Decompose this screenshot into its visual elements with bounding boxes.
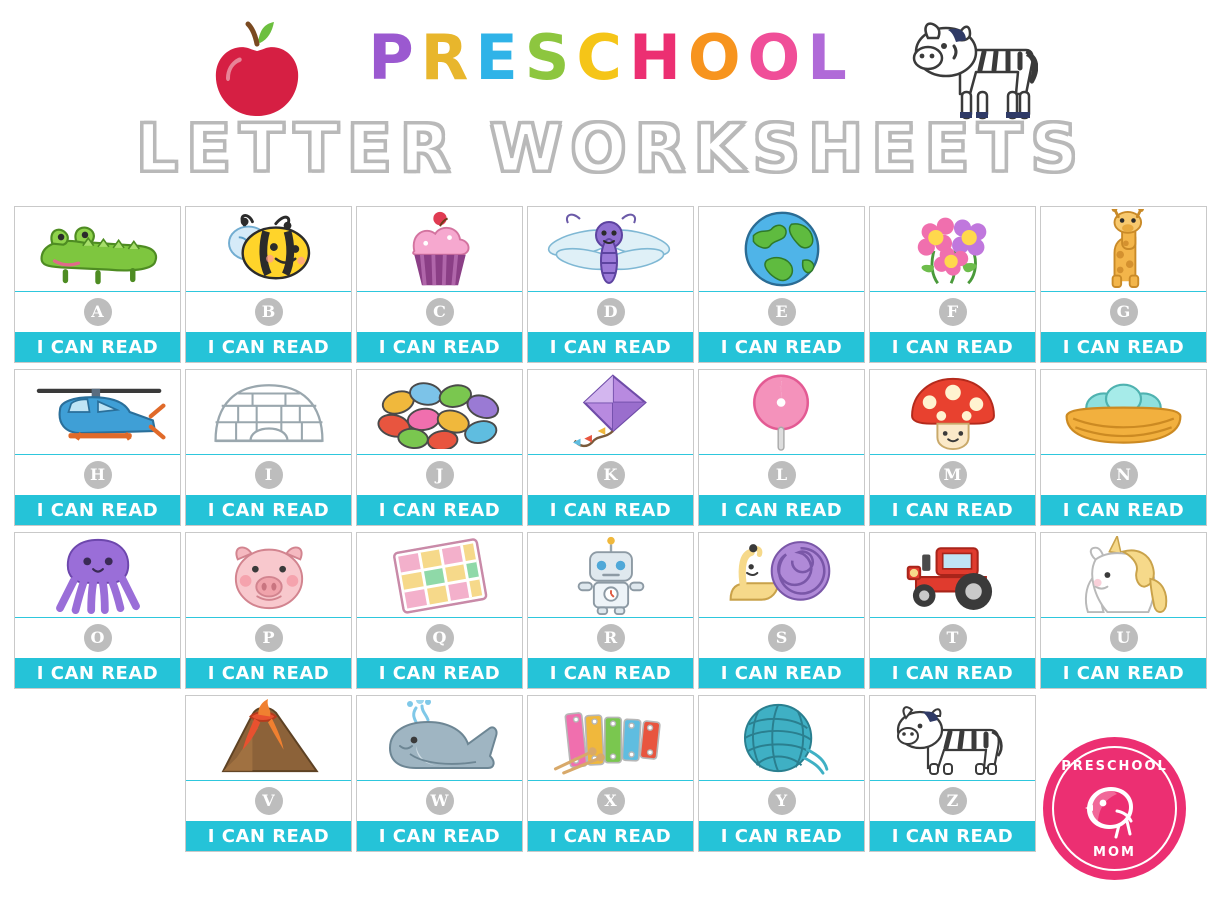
worksheet-card-h[interactable]	[14, 369, 181, 526]
letter-badge: I	[255, 461, 283, 489]
worksheet-card-r[interactable]	[527, 532, 694, 689]
worksheet-row	[14, 369, 1210, 526]
worksheet-card-s[interactable]	[698, 532, 865, 689]
worksheet-card-a[interactable]	[14, 206, 181, 363]
badge-top-text: PRESCHOOL	[1061, 759, 1168, 774]
tractor-icon	[870, 533, 1035, 618]
bird-icon	[1081, 781, 1149, 841]
i-can-read-banner: I CAN READ	[1041, 658, 1206, 688]
worksheet-card-j[interactable]	[356, 369, 523, 526]
letter-row	[186, 292, 351, 332]
letter-row	[186, 455, 351, 495]
page-header	[0, 0, 1222, 196]
worksheet-card-z[interactable]	[869, 695, 1036, 852]
worksheet-card-v[interactable]	[185, 695, 352, 852]
earth-icon	[699, 207, 864, 292]
worksheet-card-w[interactable]	[356, 695, 523, 852]
letter-row	[186, 618, 351, 658]
letter-row	[528, 455, 693, 495]
worksheet-card-x[interactable]	[527, 695, 694, 852]
cupcake-icon	[357, 207, 522, 292]
worksheet-grid	[14, 206, 1210, 858]
letter-badge: V	[255, 787, 283, 815]
i-can-read-banner: I CAN READ	[357, 658, 522, 688]
letter-row	[1041, 455, 1206, 495]
letter-row	[1041, 618, 1206, 658]
letter-row	[870, 455, 1035, 495]
i-can-read-banner: I CAN READ	[357, 495, 522, 525]
letter-row	[357, 618, 522, 658]
letter-badge: K	[597, 461, 625, 489]
letter-row	[870, 292, 1035, 332]
i-can-read-banner: I CAN READ	[870, 495, 1035, 525]
mushroom-icon	[870, 370, 1035, 455]
i-can-read-banner: I CAN READ	[186, 658, 351, 688]
letter-row	[528, 781, 693, 821]
igloo-icon	[186, 370, 351, 455]
worksheet-card-d[interactable]	[527, 206, 694, 363]
i-can-read-banner: I CAN READ	[357, 821, 522, 851]
worksheet-card-n[interactable]	[1040, 369, 1207, 526]
i-can-read-banner: I CAN READ	[699, 658, 864, 688]
giraffe-icon	[1041, 207, 1206, 292]
title-letter-6: O	[687, 21, 748, 94]
letter-badge: E	[768, 298, 796, 326]
helicopter-icon	[15, 370, 180, 455]
letter-badge: C	[426, 298, 454, 326]
worksheet-card-u[interactable]	[1040, 532, 1207, 689]
i-can-read-banner: I CAN READ	[699, 495, 864, 525]
i-can-read-banner: I CAN READ	[528, 332, 693, 362]
letter-badge: S	[768, 624, 796, 652]
i-can-read-banner: I CAN READ	[528, 821, 693, 851]
xylophone-icon	[528, 696, 693, 781]
letter-badge: A	[84, 298, 112, 326]
letter-row	[15, 292, 180, 332]
letter-badge: Y	[768, 787, 796, 815]
i-can-read-banner: I CAN READ	[1041, 332, 1206, 362]
letter-row	[15, 455, 180, 495]
letter-row	[699, 292, 864, 332]
quilt-icon	[357, 533, 522, 618]
worksheet-card-i[interactable]	[185, 369, 352, 526]
worksheet-card-e[interactable]	[698, 206, 865, 363]
letter-badge: G	[1110, 298, 1138, 326]
i-can-read-banner: I CAN READ	[870, 658, 1035, 688]
i-can-read-banner: I CAN READ	[699, 821, 864, 851]
letter-badge: L	[768, 461, 796, 489]
i-can-read-banner: I CAN READ	[186, 332, 351, 362]
i-can-read-banner: I CAN READ	[186, 821, 351, 851]
letter-badge: Z	[939, 787, 967, 815]
flowers-icon	[870, 207, 1035, 292]
bee-icon	[186, 207, 351, 292]
letter-badge: T	[939, 624, 967, 652]
worksheet-card-m[interactable]	[869, 369, 1036, 526]
preschool-mom-logo[interactable]	[1043, 737, 1186, 880]
title-letter-0: P	[368, 21, 421, 94]
letter-badge: H	[84, 461, 112, 489]
i-can-read-banner: I CAN READ	[15, 332, 180, 362]
i-can-read-banner: I CAN READ	[1041, 495, 1206, 525]
page-title-primary	[0, 22, 1222, 94]
letter-badge: W	[426, 787, 454, 815]
letter-badge: P	[255, 624, 283, 652]
i-can-read-banner: I CAN READ	[15, 658, 180, 688]
letter-row	[528, 618, 693, 658]
worksheet-card-f[interactable]	[869, 206, 1036, 363]
i-can-read-banner: I CAN READ	[528, 495, 693, 525]
worksheet-card-c[interactable]	[356, 206, 523, 363]
letter-row	[870, 781, 1035, 821]
worksheet-card-o[interactable]	[14, 532, 181, 689]
dragonfly-icon	[528, 207, 693, 292]
letter-badge: R	[597, 624, 625, 652]
i-can-read-banner: I CAN READ	[186, 495, 351, 525]
page-title-secondary: LETTER WORKSHEETS	[136, 110, 1086, 187]
letter-row	[1041, 292, 1206, 332]
letter-badge: D	[597, 298, 625, 326]
worksheet-row	[14, 206, 1210, 363]
letter-badge: J	[426, 461, 454, 489]
letter-badge: O	[84, 624, 112, 652]
letter-row	[870, 618, 1035, 658]
letter-row	[699, 455, 864, 495]
letter-row	[528, 292, 693, 332]
letter-row	[357, 455, 522, 495]
title-letter-5: H	[628, 21, 688, 94]
whale-icon	[357, 696, 522, 781]
letter-badge: U	[1110, 624, 1138, 652]
nest-icon	[1041, 370, 1206, 455]
octopus-icon	[15, 533, 180, 618]
volcano-icon	[186, 696, 351, 781]
letter-badge: N	[1110, 461, 1138, 489]
robot-icon	[528, 533, 693, 618]
title-letter-2: E	[475, 21, 525, 94]
grid-spacer	[14, 695, 181, 852]
letter-row	[357, 292, 522, 332]
lollipop-icon	[699, 370, 864, 455]
worksheet-card-l[interactable]	[698, 369, 865, 526]
badge-bottom-text: MOM	[1093, 845, 1136, 860]
title-letter-7: O	[747, 21, 808, 94]
alligator-icon	[15, 207, 180, 292]
letter-badge: Q	[426, 624, 454, 652]
jellybeans-icon	[357, 370, 522, 455]
pig-icon	[186, 533, 351, 618]
zebra-icon	[870, 696, 1035, 781]
worksheet-row	[14, 532, 1210, 689]
title-letter-8: L	[807, 21, 854, 94]
yarn-icon	[699, 696, 864, 781]
letter-badge: B	[255, 298, 283, 326]
worksheet-card-t[interactable]	[869, 532, 1036, 689]
worksheet-card-k[interactable]	[527, 369, 694, 526]
i-can-read-banner: I CAN READ	[870, 332, 1035, 362]
letter-row	[15, 618, 180, 658]
worksheet-card-b[interactable]	[185, 206, 352, 363]
worksheet-card-p[interactable]	[185, 532, 352, 689]
i-can-read-banner: I CAN READ	[357, 332, 522, 362]
title-letter-1: R	[420, 21, 476, 94]
letter-badge: X	[597, 787, 625, 815]
letter-badge: F	[939, 298, 967, 326]
worksheet-row	[14, 695, 1210, 852]
worksheet-card-q[interactable]	[356, 532, 523, 689]
letter-row	[357, 781, 522, 821]
worksheet-card-y[interactable]	[698, 695, 865, 852]
title-letter-4: C	[576, 21, 629, 94]
i-can-read-banner: I CAN READ	[870, 821, 1035, 851]
i-can-read-banner: I CAN READ	[528, 658, 693, 688]
i-can-read-banner: I CAN READ	[15, 495, 180, 525]
letter-row	[699, 618, 864, 658]
snail-icon	[699, 533, 864, 618]
i-can-read-banner: I CAN READ	[699, 332, 864, 362]
unicorn-icon	[1041, 533, 1206, 618]
letter-row	[699, 781, 864, 821]
letter-row	[186, 781, 351, 821]
title-letter-3: S	[524, 21, 577, 94]
kite-icon	[528, 370, 693, 455]
worksheet-card-g[interactable]	[1040, 206, 1207, 363]
letter-badge: M	[939, 461, 967, 489]
